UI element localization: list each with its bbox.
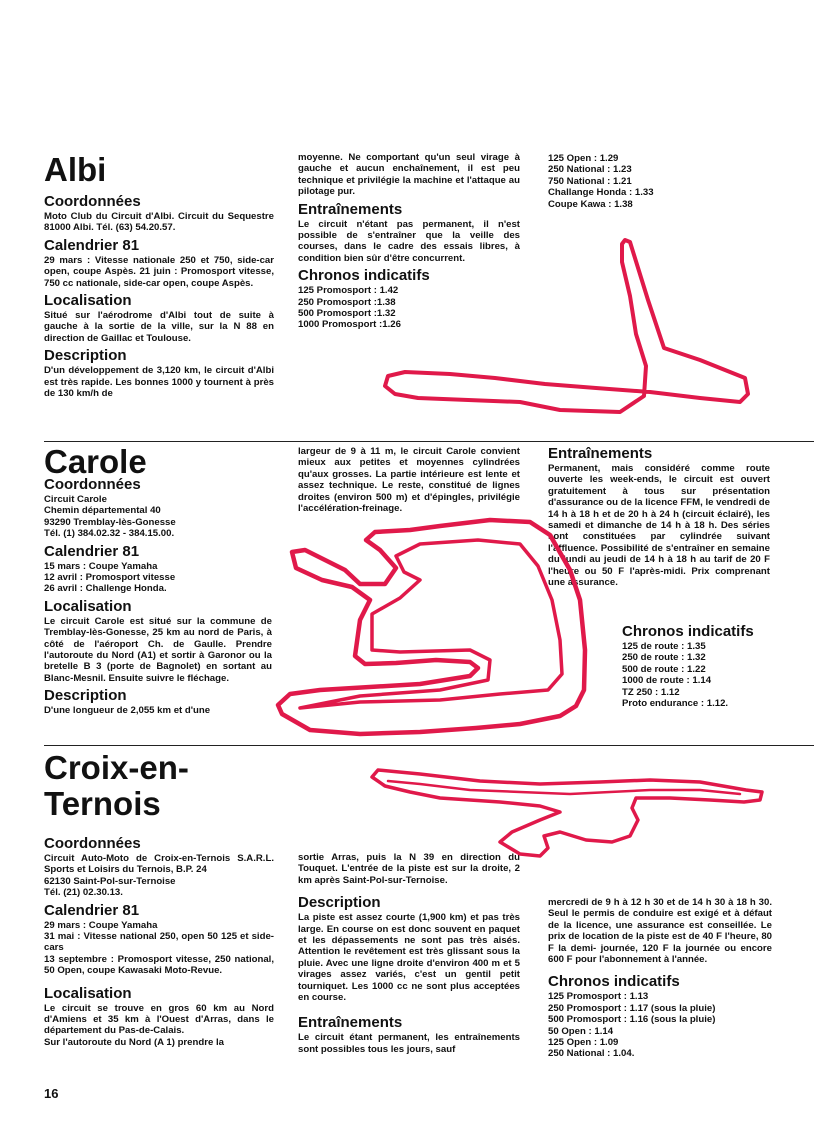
carole-loc-text: Le circuit Carole est situé sur la commune de Tremblay-lès-Gonesse, 25 km au nord de Paris, à côté de l'aéroport Ch. de Gaulle. Prendre l'autoroute du Nord (A1) et sortir à Garonor ou la bretelle B 3 (porte de Bagnolet) en sortant au Blanc-Mesnil. Ensuite suivre le fléchage. bbox=[44, 615, 272, 684]
croix-coord-heading: Coordonnées bbox=[44, 835, 141, 852]
carole-cal-heading: Calendrier 81 bbox=[44, 542, 140, 560]
carole-coord-line: Circuit Carole bbox=[44, 494, 107, 505]
croix-coord-text: Circuit Auto-Moto de Croix-en-Ternois S.A.R.L. Sports et Loisirs du Ternois, B.P. 24 bbox=[44, 853, 274, 876]
carole-chrono-heading: Chronos indicatifs bbox=[622, 623, 754, 640]
carole-coord-line: 93290 Tremblay-lès-Gonesse bbox=[44, 516, 176, 528]
croix-loc-text-cont: sortie Arras, puis la N 39 en direction du Touquet. L'entrée de la piste est sur la droite, 2 km après Saint-Pol-sur-Ternoise. bbox=[298, 852, 520, 886]
croix-loc-text: Le circuit se trouve en gros 60 km au Nord d'Amiens et 35 km à l'Ouest d'Arras, dans le département du Pas-de-Calais. bbox=[44, 1002, 274, 1037]
croix-ent-text: Le circuit étant permanent, les entraînements sont possibles tous les jours, sauf bbox=[298, 1032, 520, 1055]
croix-cal-heading: Calendrier 81 bbox=[44, 901, 140, 919]
albi-coord-text: Moto Club du Circuit d'Albi. Circuit du Sequestre 81000 Albi. Tél. (63) 54.20.57. bbox=[44, 211, 274, 234]
carole-coord-line: Chemin départemental 40 bbox=[44, 505, 161, 517]
carole-ent-heading: Entraînements bbox=[548, 445, 653, 462]
albi-chrono-line: Coupe Kawa : 1.38 bbox=[548, 198, 633, 210]
carole-ent-text: Permanent, mais considéré comme route ouverte les week-ends, le circuit est ouvert gratuitement à tous sur présentation d'assurance ou de la licence FFM, le vendredi de 14 h à 18 h et de 20 h à 24 h (circuit éclairé), les samedi et dimanche de 14 h à 18 h. Des séries sont constituées par cylindrée suivant l'affluence. Possibilité de s'entraîner en semaine du lundi au jeudi de 14 h à 18 h au tarif de 20 F l'heure ou 50 F l'après-midi. Prix comprenant une assurance. bbox=[548, 463, 770, 589]
carole-desc-heading: Description bbox=[44, 687, 127, 705]
albi-ent-heading: Entraînements bbox=[298, 200, 403, 218]
carole-cal-line: 26 avril : Challenge Honda. bbox=[44, 583, 167, 595]
albi-chrono-line: 125 Open : 1.29 bbox=[548, 153, 619, 164]
croix-chrono-line: 125 Promosport : 1.13 bbox=[548, 991, 649, 1003]
albi-chrono-line: Challange Honda : 1.33 bbox=[548, 187, 654, 199]
albi-title: Albi bbox=[44, 151, 107, 188]
croix-coord-text: 62130 Saint-Pol-sur-Ternoise bbox=[44, 875, 176, 887]
carole-chrono-line: 250 de route : 1.32 bbox=[622, 652, 706, 664]
carole-cal-line: 12 avril : Promosport vitesse bbox=[44, 572, 176, 584]
carole-desc-text: D'une longueur de 2,055 km et d'une bbox=[44, 705, 211, 717]
page-number: 16 bbox=[44, 1086, 59, 1101]
croix-chrono-line: 125 Open : 1.09 bbox=[548, 1037, 619, 1049]
albi-cal-text: 29 mars : Vitesse nationale 250 et 750, side-car open, coupe Aspès. 21 juin : Promosport vitesse, 750 cc nationale, side-car open, coupe Aspès. bbox=[44, 254, 274, 289]
carole-title: Carole bbox=[44, 443, 147, 480]
carole-chrono-line: Proto endurance : 1.12. bbox=[622, 698, 729, 710]
croix-chrono-heading: Chronos indicatifs bbox=[548, 973, 680, 991]
croix-cal-text: 29 mars : Coupe Yamaha bbox=[44, 919, 158, 931]
croix-chrono-line: 250 National : 1.04. bbox=[548, 1048, 635, 1060]
carole-desc-text-cont: largeur de 9 à 11 m, le circuit Carole convient mieux aux petites et moyennes cylindrées qu'aux grosses. La partie intérieure est lente et assez technique. Le reste, constitué de lignes droites (environ 500 m) et d'épingles, privilégie l'accélération-freinage. bbox=[298, 446, 520, 515]
croix-ent-text-cont: mercredi de 9 h à 12 h 30 et de 14 h 30 à 18 h 30. Seul le permis de conduire est exigé et à défaut de la licence, une assurance est conseillée. Le prix de location de la piste est de 40 F l'heure, 80 F la demi- journée, 120 F la journée ou encore 600 F pour l'abonnement à l'année. bbox=[548, 897, 772, 966]
carole-loc-heading: Localisation bbox=[44, 597, 132, 615]
carole-coord-heading: Coordonnées bbox=[44, 476, 141, 493]
carole-chrono-line: 125 de route : 1.35 bbox=[622, 641, 706, 652]
albi-loc-heading: Localisation bbox=[44, 292, 132, 310]
carole-chrono-line: TZ 250 : 1.12 bbox=[622, 686, 680, 698]
albi-chrono-heading: Chronos indicatifs bbox=[298, 267, 430, 285]
albi-loc-text: Situé sur l'aérodrome d'Albi tout de suite à gauche à la sortie de la ville, sur la N 88 en direction de Gaillac et Toulouse. bbox=[44, 310, 274, 344]
albi-chrono-line: 1000 Promosport :1.26 bbox=[298, 319, 401, 331]
croix-cal-text: 13 septembre : Promosport vitesse, 250 national, 50 Open, coupe Kawasaki Moto-Revue. bbox=[44, 953, 274, 977]
albi-chrono-line: 750 National : 1.21 bbox=[548, 175, 632, 187]
croix-track-path bbox=[372, 770, 762, 856]
croix-ent-heading: Entraînements bbox=[298, 1014, 403, 1032]
albi-chrono-line: 125 Promosport : 1.42 bbox=[298, 285, 399, 297]
albi-chrono-line: 250 Promosport :1.38 bbox=[298, 296, 396, 308]
croix-title-line-1: Croix-en- bbox=[44, 749, 189, 786]
albi-cal-heading: Calendrier 81 bbox=[44, 236, 140, 254]
albi-ent-text: Le circuit n'étant pas permanent, il n'est possible de s'entraîner que la veille des courses, dans le cadre des essais libres, à condition bien sûr d'être concurrent. bbox=[298, 218, 520, 264]
albi-desc-text-cont: moyenne. Ne comportant qu'un seul virage à gauche et aucun enchaînement, il est peu technique et privilégie la machine et l'attaque au pilotage pur. bbox=[298, 152, 520, 198]
albi-desc-heading: Description bbox=[44, 347, 127, 365]
croix-chrono-line: 50 Open : 1.14 bbox=[548, 1025, 614, 1037]
carole-cal-line: 15 mars : Coupe Yamaha bbox=[44, 560, 158, 572]
croix-coord-text: Tél. (21) 02.30.13. bbox=[44, 887, 123, 899]
albi-chrono-line: 500 Promosport :1.32 bbox=[298, 308, 396, 320]
croix-cal-text: 31 mai : Vitesse national 250, open 50 125 et side-cars bbox=[44, 931, 274, 954]
carole-coord-line: Tél. (1) 384.02.32 - 384.15.00. bbox=[44, 528, 175, 540]
croix-desc-heading: Description bbox=[298, 894, 381, 912]
croix-title-line-2: Ternois bbox=[44, 785, 161, 822]
croix-chrono-line: 500 Promosport : 1.16 (sous la pluie) bbox=[548, 1014, 716, 1026]
croix-loc-heading: Localisation bbox=[44, 984, 132, 1002]
albi-coord-heading: Coordonnées bbox=[44, 193, 141, 210]
carole-chrono-line: 500 de route : 1.22 bbox=[622, 663, 706, 675]
albi-desc-text: D'un développement de 3,120 km, le circuit d'Albi est très rapide. Les bonnes 1000 y tournent à près de 130 km/h de bbox=[44, 365, 274, 400]
croix-loc-text: Sur l'autoroute du Nord (A 1) prendre la bbox=[44, 1036, 224, 1048]
croix-chrono-line: 250 Promosport : 1.17 (sous la pluie) bbox=[548, 1002, 716, 1014]
croix-desc-text: La piste est assez courte (1,900 km) et pas très large. En course on est donc souvent en paquet et les dépassements ne sont pas très aisés. Attention le revêtement est très glissant sous la pluie. Avec une ligne droite d'environ 400 m et 5 virages assez variés, c'est un gentil petit tourniquet. Les 1000 cc ne sont plus acceptées en course. bbox=[298, 912, 520, 1004]
albi-chrono-line: 250 National : 1.23 bbox=[548, 164, 632, 176]
carole-chrono-line: 1000 de route : 1.14 bbox=[622, 675, 712, 687]
